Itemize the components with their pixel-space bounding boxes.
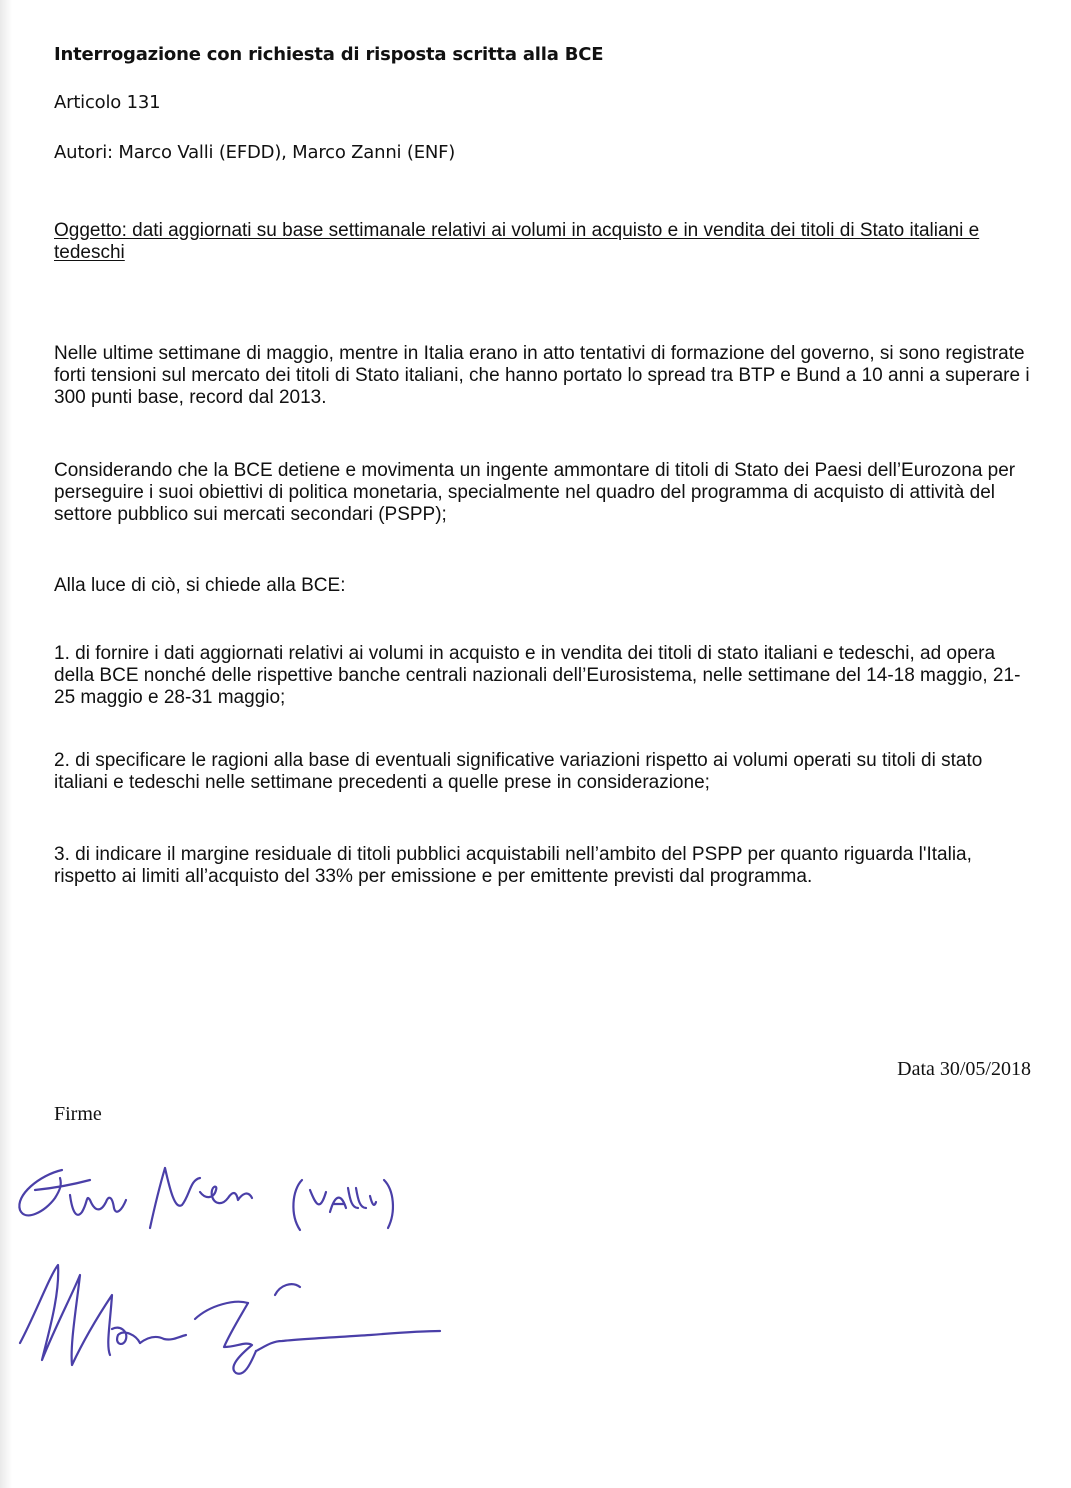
question-1: 1. di fornire i dati aggiornati relativi ai volumi in acquisto e in vendita dei titoli di stato italiani e tedeschi, ad opera della BCE nonché delle rispettive banche centrali nazionali dell’Eurosistema, nelle settimane del 14-18 maggio, 21-25 maggio e 28-31 maggio; [54,643,1021,708]
signature-zanni [0,1255,470,1385]
question-2: 2. di specificare le ragioni alla base di eventuali significative variazioni rispetto ai volumi operati su titoli di stato italiani e tedeschi nelle settimane precedenti a quelle prese in considerazione; [54,750,983,793]
paragraph-context: Nelle ultime settimane di maggio, mentre in Italia erano in atto tentativi di formazione del governo, si sono registrate forti tensioni sul mercato dei titoli di Stato italiani, che hanno portato lo spread tra BTP e Bund a 10 anni a superare i 300 punti base, record dal 2013. [54,343,1030,408]
signature-valli [0,1150,430,1250]
paragraph-considering: Considerando che la BCE detiene e movimenta un ingente ammontare di titoli di Stato dei Paesi dell’Eurozona per perseguire i suoi obiettivi di politica monetaria, specialmente nel quadro del programma di acquisto di attività del settore pubblico sui mercati secondari (PSPP); [54,460,1016,525]
subject-line: Oggetto: dati aggiornati su base settimanale relativi ai volumi in acquisto e in vendita dei titoli di Stato italiani e tedeschi [54,220,980,263]
document-date: Data 30/05/2018 [897,1058,1031,1080]
paragraph-request-intro: Alla luce di ciò, si chiede alla BCE: [54,575,346,596]
question-3: 3. di indicare il margine residuale di titoli pubblici acquistabili nell’ambito del PSPP per quanto riguarda l'Italia, rispetto ai limiti all’acquisto del 33% per emissione e per emittente previsti dal programma. [54,844,972,887]
article-number: Articolo 131 [54,92,161,113]
signatures-label: Firme [54,1103,102,1125]
authors-line: Autori: Marco Valli (EFDD), Marco Zanni (ENF) [54,142,456,163]
document-title: Interrogazione con richiesta di risposta scritta alla BCE [54,44,604,65]
